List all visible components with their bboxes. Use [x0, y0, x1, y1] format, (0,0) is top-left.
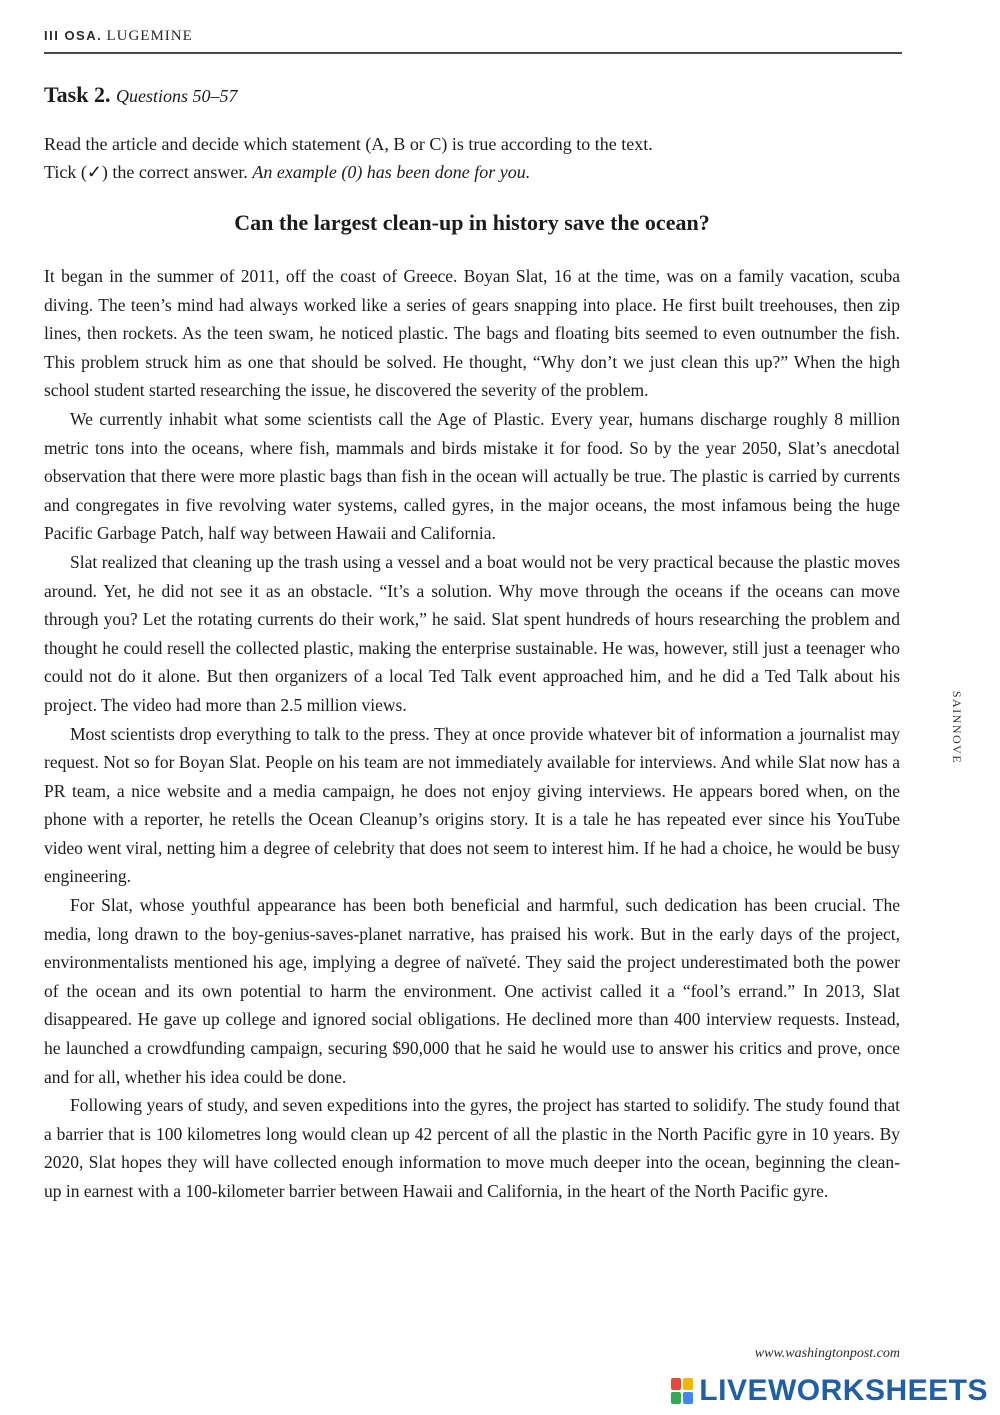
liveworksheets-wordmark: LIVEWORKSHEETS — [699, 1374, 988, 1407]
logo-square-bl — [671, 1392, 681, 1404]
header-divider — [44, 52, 902, 54]
logo-square-tl — [671, 1378, 681, 1390]
logo-square-br — [683, 1392, 693, 1404]
logo-square-tr — [683, 1378, 693, 1390]
article-source: www.washingtonpost.com — [754, 1346, 900, 1361]
article-paragraph-2: We currently inhabit what some scientists call the Age of Plastic. Every year, humans discharge roughly 8 million metric tons into the oceans, where fish, mammals and birds mistake it for food. So by the year 2050, Slat’s anecdotal observation that there were more plastic bags than fish in the ocean will actually be true. The plastic is carried by currents and congregates in five revolving water systems, called gyres, in the major oceans, the most infamous being the huge Pacific Garbage Patch, half way between Hawaii and California. — [44, 408, 900, 544]
task-label: Task 2. — [44, 82, 111, 107]
article-body — [44, 262, 900, 1206]
liveworksheets-logo-icon — [671, 1378, 693, 1404]
article-paragraph-3: Slat realized that cleaning up the trash using a vessel and a boat would not be very practical because the plastic moves around. Yet, he did not see it as an obstacle. “It’s a solution. Why move through the oceans if the oceans can move through you? Let the rotating currents do their work,” he said. Slat spent hundreds of hours researching the problem and thought he could resell the collected plastic, making the enterprise sustainable. He was, however, still just a teenager who could not do it alone. But then organizers of a local Ted Talk event approached him, and he did a Ted Talk about his project. The video had more than 2.5 million views. — [44, 551, 900, 715]
section-number: III OSA. — [44, 28, 103, 43]
task-questions: Questions 50–57 — [115, 86, 238, 106]
liveworksheets-brand[interactable] — [671, 1374, 988, 1408]
article-paragraph-1: It began in the summer of 2011, off the coast of Greece. Boyan Slat, 16 at the time, was on a family vacation, scuba diving. The teen’s mind had always worked like a series of gears snapping into place. He first built treehouses, then zip lines, then rockets. As the teen swam, he noticed plastic. The bags and floating bits seemed to even outnumber the fish. This problem struck him as one that should be solved. He thought, “Why don’t we just clean this up?” When the high school student started researching the issue, he discovered the severity of the problem. — [44, 266, 900, 401]
task-instructions — [44, 130, 904, 186]
instructions-example-text: An example (0) has been done for you. — [252, 162, 531, 182]
instructions-line-1: Read the article and decide which statement (A, B or C) is true according to the text. — [44, 134, 653, 154]
page-header — [44, 28, 900, 52]
instructions-line-2 — [44, 158, 904, 186]
article-title: Can the largest clean-up in history save the ocean? — [234, 210, 710, 235]
article-paragraph-4: Most scientists drop everything to talk to the press. They at once provide whatever bit of information a journalist may request. Not so for Boyan Slat. People on his team are not immediately available for interviews. And while Slat now has a PR team, a nice website and a media campaign, he does not enjoy giving interviews. He appears bored when, on the phone with a reporter, he retells the Ocean Cleanup’s origins story. It is a tale he has repeated ever since his YouTube video went viral, netting him a degree of celebrity that does not seem to interest him. If he had a choice, he would be busy engineering. — [44, 723, 900, 887]
side-label: SAINNOVE — [950, 690, 965, 765]
article-paragraph-6: Following years of study, and seven expeditions into the gyres, the project has started to solidify. The study found that a barrier that is 100 kilometres long would clean up 42 percent of all the plastic in the North Pacific gyre in 10 years. By 2020, Slat hopes they will have collected enough information to move much deeper into the ocean, beginning the clean-up in earnest with a 100-kilometer barrier between Hawaii and California, in the heart of the North Pacific gyre. — [44, 1095, 900, 1201]
instructions-tick-text: Tick (✓) the correct answer. — [44, 162, 248, 182]
article-paragraph-5: For Slat, whose youthful appearance has been both beneficial and harmful, such dedication has been crucial. The media, long drawn to the boy-genius-saves-planet narrative, has praised his work. But in the early days of the project, environmentalists mentioned his age, implying a degree of naïveté. They said the project underestimated both the power of the ocean and its own potential to harm the environment. One activist called it a “fool’s errand.” In 2013, Slat disappeared. He gave up college and ignored social obligations. He declined more than 400 interview requests. Instead, he launched a crowdfunding campaign, securing $90,000 that he said he would use to answer his critics and prove, once and for all, whether his idea could be done. — [44, 895, 900, 1087]
section-title: LUGEMINE — [106, 28, 193, 44]
task-heading — [44, 82, 237, 108]
